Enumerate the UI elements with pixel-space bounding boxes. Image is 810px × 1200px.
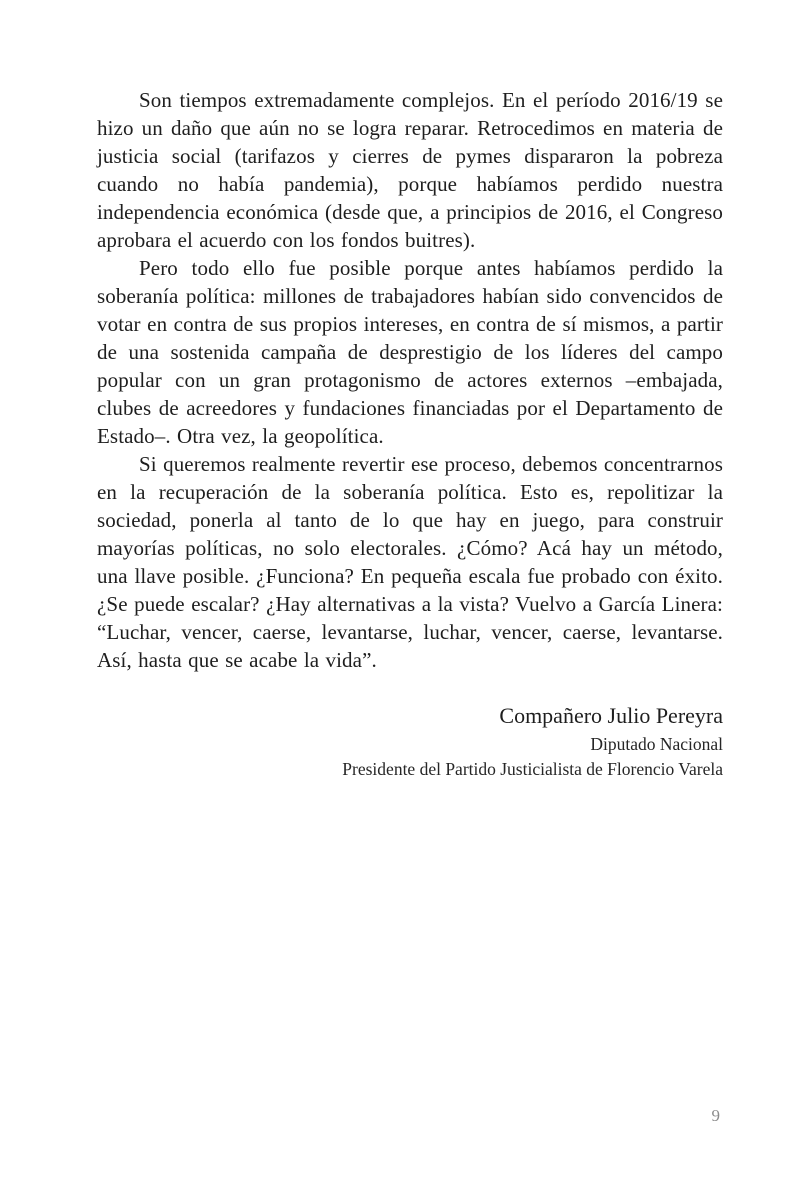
signature-name: Compañero Julio Pereyra <box>499 703 723 728</box>
signature-title: Diputado Nacional <box>590 734 723 754</box>
text-block <box>97 86 723 782</box>
paragraph-1: Son tiempos extremadamente complejos. En el período 2016/19 se hizo un daño que aún no se logra reparar. Retrocedimos en materia de justicia social (tarifazos y cierres de pymes dispararon la pobreza cuando no había pandemia), porque habíamos perdido nuestra independencia económica (desde que, a principios de 2016, el Congreso aprobara el acuerdo con los fondos buitres). <box>97 88 723 252</box>
page-number: 9 <box>711 1106 720 1125</box>
paragraph-2: Pero todo ello fue posible porque antes habíamos perdido la soberanía política: millones de trabajadores habían sido convencidos de votar en contra de sus propios intereses, en contra de sí mismos, a partir de una sostenida campaña de desprestigio de los líderes del campo popular con un gran protagonismo de actores externos –embajada, clubes de acreedores y fundaciones financiadas por el Departamento de Estado–. Otra vez, la geopolítica. <box>97 256 723 448</box>
signature-block <box>97 700 723 782</box>
paragraph-3: Si queremos realmente revertir ese proceso, debemos concentrarnos en la recuperación de la soberanía política. Esto es, repolitizar la sociedad, ponerla al tanto de lo que hay en juego, para construir mayorías políticas, no solo electorales. ¿Cómo? Acá hay un método, una llave posible. ¿Funciona? En pequeña escala fue probado con éxito. ¿Se puede escalar? ¿Hay alternativas a la vista? Vuelvo a García Linera: “Luchar, vencer, caerse, levantarse, luchar, vencer, caerse, levantarse. Así, hasta que se acabe la vida”. <box>97 452 723 672</box>
signature-role: Presidente del Partido Justicialista de Florencio Varela <box>342 759 723 779</box>
